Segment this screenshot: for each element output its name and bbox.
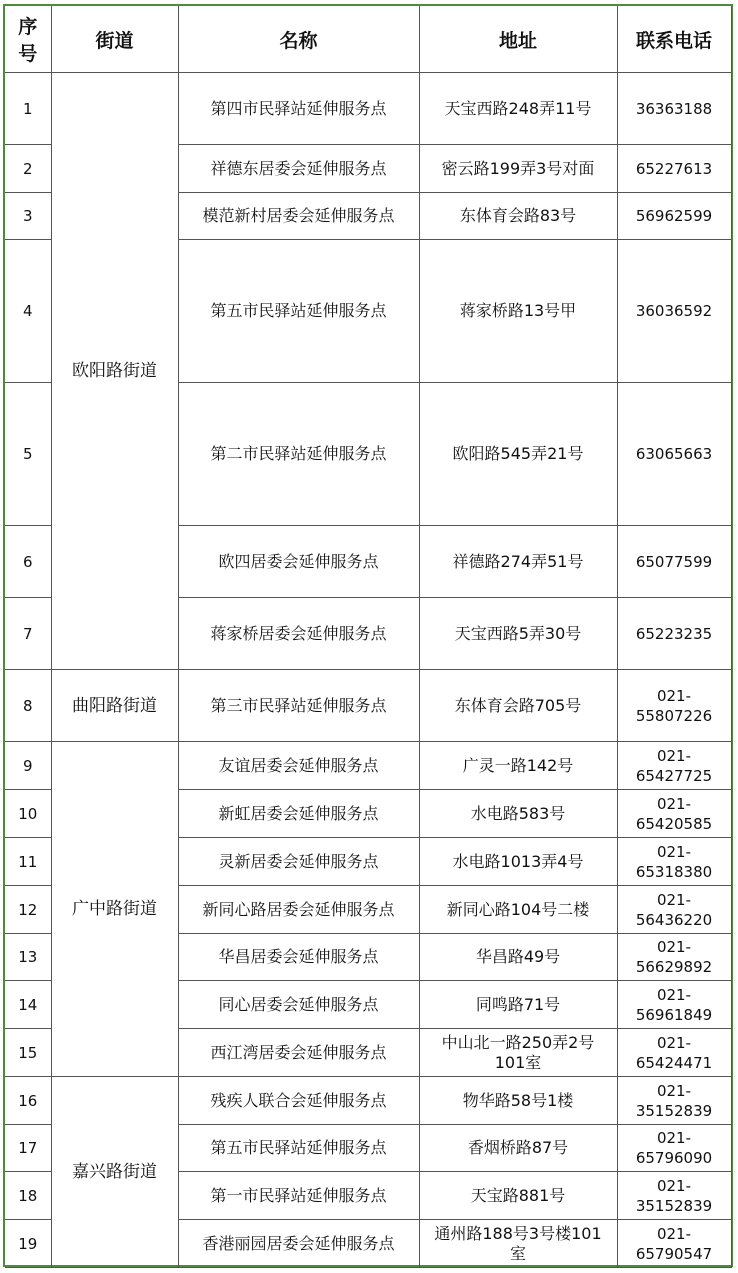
phone-number: 35152839 xyxy=(635,1196,713,1215)
service-point-table xyxy=(5,6,732,1268)
row-index: 11 xyxy=(5,838,51,886)
row-phone: 56962599 xyxy=(617,193,731,240)
table-row xyxy=(5,73,731,145)
row-index: 9 xyxy=(5,742,51,790)
table-header-row xyxy=(5,6,731,73)
phone-area: 021- xyxy=(656,1176,692,1195)
header-street: 街道 xyxy=(51,6,178,73)
row-phone: 65077599 xyxy=(617,526,731,598)
row-phone xyxy=(617,1220,731,1268)
row-phone xyxy=(617,1172,731,1220)
street-cell: 广中路街道 xyxy=(51,742,178,1077)
row-address: 广灵一路142号 xyxy=(419,742,617,790)
row-phone xyxy=(617,742,731,790)
row-address: 新同心路104号二楼 xyxy=(419,886,617,934)
phone-area: 021- xyxy=(656,842,692,861)
row-index: 12 xyxy=(5,886,51,934)
street-cell: 嘉兴路街道 xyxy=(51,1077,178,1268)
phone-area: 021- xyxy=(656,1129,692,1147)
row-index: 3 xyxy=(5,193,51,240)
row-index: 16 xyxy=(5,1077,51,1125)
row-name: 同心居委会延伸服务点 xyxy=(178,981,419,1029)
phone-area: 021- xyxy=(656,686,692,705)
row-phone xyxy=(617,886,731,934)
phone-area: 021- xyxy=(656,890,692,909)
header-phone: 联系电话 xyxy=(617,6,731,73)
row-name: 第四市民驿站延伸服务点 xyxy=(178,73,419,145)
row-name: 新虹居委会延伸服务点 xyxy=(178,790,419,838)
row-phone xyxy=(617,1029,731,1077)
phone-number: 35152839 xyxy=(635,1101,713,1120)
row-index: 8 xyxy=(5,670,51,742)
row-name: 模范新村居委会延伸服务点 xyxy=(178,193,419,240)
row-phone: 36363188 xyxy=(617,73,731,145)
row-address: 祥德路274弄51号 xyxy=(419,526,617,598)
table-row xyxy=(5,1077,731,1125)
row-name: 蒋家桥居委会延伸服务点 xyxy=(178,598,419,670)
phone-number: 65318380 xyxy=(635,862,713,881)
row-index: 14 xyxy=(5,981,51,1029)
row-address: 物华路58号1楼 xyxy=(419,1077,617,1125)
row-phone: 65227613 xyxy=(617,145,731,193)
phone-number: 55807226 xyxy=(635,706,713,725)
row-name: 第五市民驿站延伸服务点 xyxy=(178,1125,419,1172)
address-line-2: 101室 xyxy=(494,1052,542,1072)
row-address: 蒋家桥路13号甲 xyxy=(419,240,617,383)
row-name: 第一市民驿站延伸服务点 xyxy=(178,1172,419,1220)
row-name: 香港丽园居委会延伸服务点 xyxy=(178,1220,419,1268)
phone-number: 65424471 xyxy=(635,1053,713,1072)
street-cell: 曲阳路街道 xyxy=(51,670,178,742)
row-phone: 36036592 xyxy=(617,240,731,383)
row-name: 灵新居委会延伸服务点 xyxy=(178,838,419,886)
table-row xyxy=(5,670,731,742)
row-phone: 65223235 xyxy=(617,598,731,670)
row-name: 第五市民驿站延伸服务点 xyxy=(178,240,419,383)
row-name: 西江湾居委会延伸服务点 xyxy=(178,1029,419,1077)
row-name: 华昌居委会延伸服务点 xyxy=(178,934,419,981)
row-index: 1 xyxy=(5,73,51,145)
row-name: 欧四居委会延伸服务点 xyxy=(178,526,419,598)
row-address: 欧阳路545弄21号 xyxy=(419,383,617,526)
phone-area: 021- xyxy=(656,985,692,1004)
phone-number: 65796090 xyxy=(635,1149,713,1167)
table-row xyxy=(5,742,731,790)
phone-number: 56629892 xyxy=(635,958,713,976)
row-phone xyxy=(617,1077,731,1125)
row-phone xyxy=(617,934,731,981)
header-index: 序号 xyxy=(5,6,51,73)
row-name: 新同心路居委会延伸服务点 xyxy=(178,886,419,934)
row-index: 5 xyxy=(5,383,51,526)
header-name: 名称 xyxy=(178,6,419,73)
address-line-1: 通州路188号3号楼101 xyxy=(434,1223,602,1243)
address-line-2: 室 xyxy=(509,1243,526,1263)
row-name: 第三市民驿站延伸服务点 xyxy=(178,670,419,742)
row-address: 香烟桥路87号 xyxy=(419,1125,617,1172)
row-name: 残疾人联合会延伸服务点 xyxy=(178,1077,419,1125)
row-name: 友谊居委会延伸服务点 xyxy=(178,742,419,790)
row-index: 18 xyxy=(5,1172,51,1220)
phone-area: 021- xyxy=(656,938,692,956)
header-address: 地址 xyxy=(419,6,617,73)
row-address: 天宝路881号 xyxy=(419,1172,617,1220)
row-phone xyxy=(617,1125,731,1172)
address-line-1: 中山北一路250弄2号 xyxy=(441,1032,595,1052)
row-address: 密云路199弄3号对面 xyxy=(419,145,617,193)
row-index: 6 xyxy=(5,526,51,598)
phone-area: 021- xyxy=(656,1081,692,1100)
row-index: 4 xyxy=(5,240,51,383)
row-index: 10 xyxy=(5,790,51,838)
row-phone: 63065663 xyxy=(617,383,731,526)
phone-number: 65427725 xyxy=(635,766,713,785)
row-phone xyxy=(617,670,731,742)
row-address: 天宝西路248弄11号 xyxy=(419,73,617,145)
row-address: 水电路1013弄4号 xyxy=(419,838,617,886)
row-index: 15 xyxy=(5,1029,51,1077)
row-address xyxy=(419,1029,617,1077)
service-point-table-frame xyxy=(3,4,733,1267)
row-phone xyxy=(617,838,731,886)
phone-number: 56436220 xyxy=(635,910,713,929)
row-index: 13 xyxy=(5,934,51,981)
street-cell: 欧阳路街道 xyxy=(51,73,178,670)
row-address xyxy=(419,1220,617,1268)
row-index: 2 xyxy=(5,145,51,193)
row-index: 17 xyxy=(5,1125,51,1172)
row-phone xyxy=(617,981,731,1029)
phone-area: 021- xyxy=(656,1224,692,1243)
row-phone xyxy=(617,790,731,838)
row-name: 第二市民驿站延伸服务点 xyxy=(178,383,419,526)
row-name: 祥德东居委会延伸服务点 xyxy=(178,145,419,193)
phone-area: 021- xyxy=(656,794,692,813)
row-index: 7 xyxy=(5,598,51,670)
phone-area: 021- xyxy=(656,746,692,765)
row-address: 东体育会路83号 xyxy=(419,193,617,240)
phone-area: 021- xyxy=(656,1033,692,1052)
row-address: 同鸣路71号 xyxy=(419,981,617,1029)
row-index: 19 xyxy=(5,1220,51,1268)
row-address: 天宝西路5弄30号 xyxy=(419,598,617,670)
phone-number: 56961849 xyxy=(635,1005,713,1024)
row-address: 华昌路49号 xyxy=(419,934,617,981)
row-address: 水电路583号 xyxy=(419,790,617,838)
phone-number: 65420585 xyxy=(635,814,713,833)
phone-number: 65790547 xyxy=(635,1244,713,1263)
row-address: 东体育会路705号 xyxy=(419,670,617,742)
